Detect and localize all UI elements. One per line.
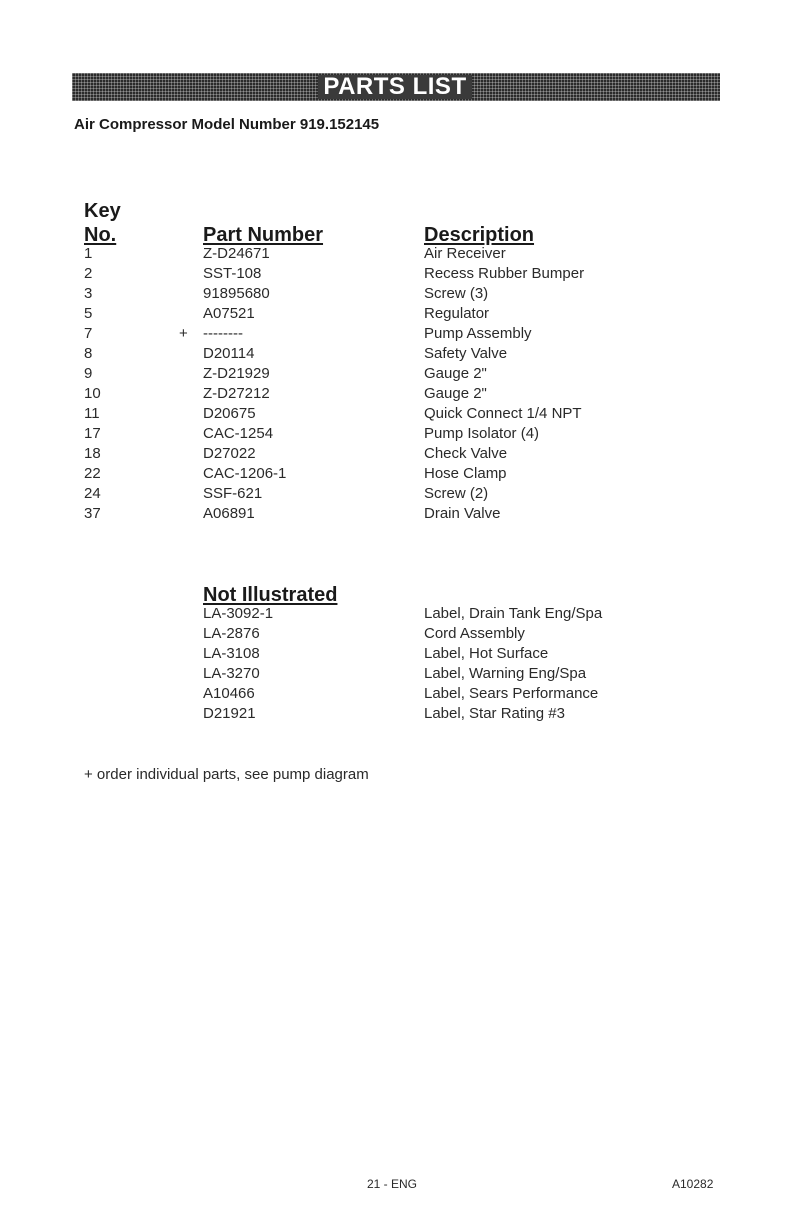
part-number: Z-D24671 <box>203 245 270 262</box>
part-description: Cord Assembly <box>424 625 525 642</box>
table-row <box>0 404 792 424</box>
table-row <box>0 604 792 624</box>
key-number: 10 <box>84 385 101 402</box>
part-number: D20675 <box>203 405 256 422</box>
part-description: Screw (2) <box>424 485 489 502</box>
key-number: 11 <box>84 405 100 422</box>
page-number: 21 - ENG <box>367 1177 418 1191</box>
part-number: Z-D21929 <box>203 365 270 382</box>
key-number: 17 <box>84 425 101 442</box>
part-description: Label, Sears Performance <box>424 685 599 702</box>
part-description: Air Receiver <box>424 245 506 262</box>
table-row <box>0 264 792 284</box>
table-row <box>0 424 792 444</box>
table-row <box>0 384 792 404</box>
parts-list-title: PARTS LIST <box>318 75 472 99</box>
footnote: + order individual parts, see pump diagram <box>84 766 369 783</box>
part-number: LA-3108 <box>203 645 260 662</box>
table-row <box>0 704 792 724</box>
part-description: Screw (3) <box>424 285 489 302</box>
part-description: Label, Drain Tank Eng/Spa <box>424 605 603 622</box>
part-description: Recess Rubber Bumper <box>424 265 585 282</box>
key-number: 18 <box>84 445 101 462</box>
part-description: Quick Connect 1/4 NPT <box>424 405 582 422</box>
part-number-header: Part Number <box>203 224 324 246</box>
part-number: A07521 <box>203 305 255 322</box>
part-number: CAC-1254 <box>203 425 274 442</box>
table-row <box>0 504 792 524</box>
table-row <box>0 324 792 344</box>
part-description: Gauge 2" <box>424 385 487 402</box>
part-number: Z-D27212 <box>203 385 270 402</box>
key-number: 37 <box>84 505 101 522</box>
no-header: No. <box>84 224 117 246</box>
key-number: 2 <box>84 265 93 282</box>
table-row <box>0 344 792 364</box>
document-code: A10282 <box>672 1177 714 1191</box>
table-row <box>0 364 792 384</box>
part-description: Label, Warning Eng/Spa <box>424 665 587 682</box>
table-row <box>0 284 792 304</box>
model-number-line: Air Compressor Model Number 919.152145 <box>74 116 380 133</box>
table-row <box>0 444 792 464</box>
key-number: 9 <box>84 365 93 382</box>
part-description: Hose Clamp <box>424 465 507 482</box>
part-description: Label, Star Rating #3 <box>424 705 565 722</box>
not-illustrated-header: Not Illustrated <box>203 584 338 606</box>
table-row <box>0 664 792 684</box>
part-number: LA-3092-1 <box>203 605 274 622</box>
part-description: Regulator <box>424 305 490 322</box>
part-description: Label, Hot Surface <box>424 645 549 662</box>
part-description: Pump Assembly <box>424 325 532 342</box>
table-row <box>0 304 792 324</box>
part-description: Safety Valve <box>424 345 508 362</box>
part-number: LA-2876 <box>203 625 260 642</box>
part-number: SSF-621 <box>203 485 263 502</box>
key-number: 24 <box>84 485 101 502</box>
table-row <box>0 644 792 664</box>
part-number: D21921 <box>203 705 256 722</box>
key-header: Key <box>84 200 121 222</box>
table-row <box>0 484 792 504</box>
part-number: 91895680 <box>203 285 270 302</box>
part-description: Pump Isolator (4) <box>424 425 540 442</box>
part-number: -------- <box>203 325 243 342</box>
part-number: A10466 <box>203 685 255 702</box>
key-number: 5 <box>84 305 93 322</box>
table-row <box>0 464 792 484</box>
key-number: 22 <box>84 465 101 482</box>
table-row <box>0 244 792 264</box>
part-number: A06891 <box>203 505 255 522</box>
key-number: 3 <box>84 285 93 302</box>
part-description: Gauge 2" <box>424 365 487 382</box>
key-number: 1 <box>84 245 93 262</box>
part-number: CAC-1206-1 <box>203 465 287 482</box>
key-number: 8 <box>84 345 93 362</box>
part-description: Check Valve <box>424 445 508 462</box>
table-row <box>0 624 792 644</box>
part-number: D27022 <box>203 445 256 462</box>
part-number: D20114 <box>203 345 255 362</box>
key-number: 7 <box>84 325 93 342</box>
table-row <box>0 684 792 704</box>
part-number: SST-108 <box>203 265 262 282</box>
order-mark: + <box>179 325 188 342</box>
part-number: LA-3270 <box>203 665 260 682</box>
part-description: Drain Valve <box>424 505 501 522</box>
description-header: Description <box>424 224 535 246</box>
